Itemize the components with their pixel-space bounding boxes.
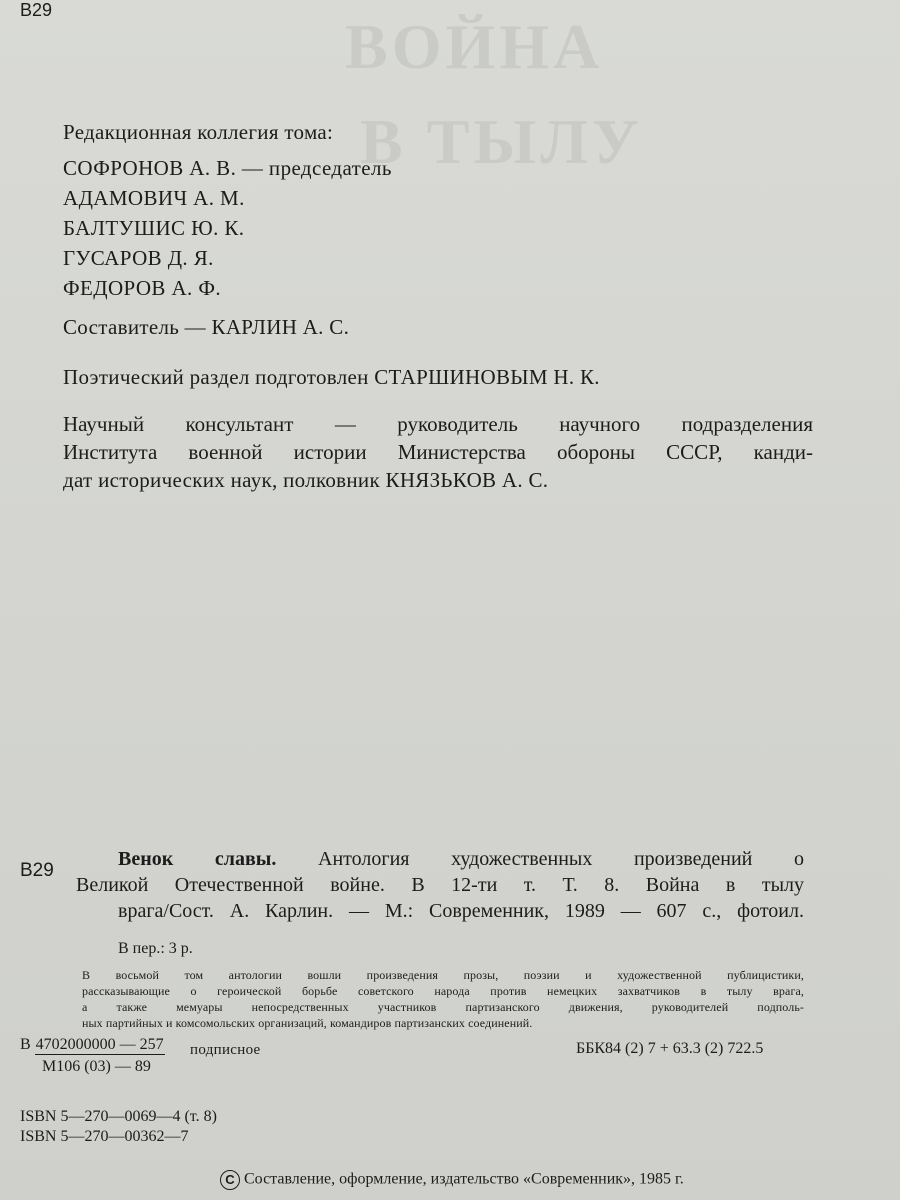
consultant-line: Института военной истории Министерства обороны СССР, канди- xyxy=(63,440,813,464)
editorial-board-heading: Редакционная коллегия тома: xyxy=(63,120,334,144)
board-member: АДАМОВИЧ А. М. xyxy=(63,186,245,210)
catalog-line: Великой Отечественной войне. В 12-ти т. Т. 8. Война в тылу xyxy=(76,874,804,896)
isbn-line: ISBN 5—270—00362—7 xyxy=(20,1128,189,1145)
board-member: ФЕДОРОВ А. Ф. xyxy=(63,276,221,300)
catalog-code: В29 xyxy=(20,860,54,881)
book-title: Венок славы. xyxy=(118,848,277,870)
annotation-line: ных партийных и комсомольских организаций, командиров партизанских соединений. xyxy=(82,1016,533,1030)
catalog-line xyxy=(118,848,804,871)
isbn-line: ISBN 5—270—0069—4 (т. 8) xyxy=(20,1108,217,1125)
catalog-index-denominator: М106 (03) — 89 xyxy=(42,1058,151,1075)
consultant-line: дат исторических наук, полковник КНЯЗЬКОВ А. С. xyxy=(63,468,549,492)
consultant-line: Научный консультант — руководитель научного подразделения xyxy=(63,412,813,436)
catalog-line-text: Антология художественных произведений о xyxy=(318,848,805,870)
copyright-text: Составление, оформление, издательство «Современник», 1985 г. xyxy=(244,1170,684,1188)
catalog-line: врага/Сост. А. Карлин. — М.: Современник, 1989 — 607 с., фотоил. xyxy=(118,900,804,922)
compiler-line: Составитель — КАРЛИН А. С. xyxy=(63,315,350,339)
catalog-index-numerator: 4702000000 — 257 xyxy=(35,1036,164,1053)
board-member: БАЛТУШИС Ю. К. xyxy=(63,216,245,240)
show-through-text: ВОЙНА xyxy=(345,11,604,82)
price: В пер.: 3 р. xyxy=(118,940,193,957)
board-member: ГУСАРОВ Д. Я. xyxy=(63,246,214,270)
board-member: СОФРОНОВ А. В. — председатель xyxy=(63,156,392,180)
catalog-index xyxy=(20,1036,165,1075)
annotation-line: рассказывающие о героической борьбе советского народа против немецких захватчиков в тылу врага, xyxy=(82,984,804,998)
catalog-index-prefix: В xyxy=(20,1036,31,1053)
copyright-icon: C xyxy=(220,1170,240,1190)
subscription-label: подписное xyxy=(190,1042,261,1058)
show-through-text: В ТЫЛУ xyxy=(360,106,643,177)
copyright-line xyxy=(220,1170,684,1190)
annotation-line: В восьмой том антологии вошли произведения прозы, поэзии и художественной публицистики, xyxy=(82,968,804,982)
poetry-section-line: Поэтический раздел подготовлен СТАРШИНОВЫМ Н. К. xyxy=(63,365,600,389)
page-code: В29 xyxy=(20,0,53,20)
bbk-code: ББК84 (2) 7 + 63.3 (2) 722.5 xyxy=(576,1040,764,1057)
annotation-line: а также мемуары непосредственных участников партизанского движения, руководителей подполь- xyxy=(82,1000,804,1014)
